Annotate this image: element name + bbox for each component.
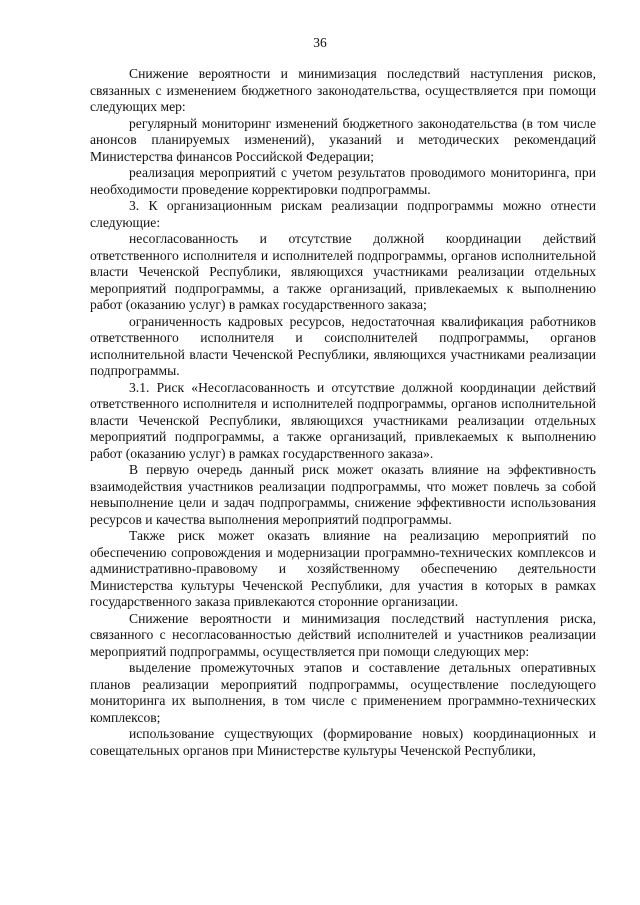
- document-body: [90, 66, 596, 759]
- paragraph-inconsistency: несогласованность и отсутствие должной координации действий ответственного исполнителя и исполнителей подпрограммы, органов исполнительной власти Чеченской Республики, являющихся участниками реализации отдельных мероприятий подпрограммы, а также организаций, привлекаемых к выполнению работ (оказанию услуг) в рамках государственного заказа;: [90, 231, 596, 312]
- paragraph-risk-3-1: 3.1. Риск «Несогласованность и отсутствие должной координации действий ответственного исполнителя и исполнителей подпрограммы, органов исполнительной власти Чеченской Республики, являющихся участниками реализации отдельных мероприятий подпрограммы, а также организаций, привлекаемых к выполнению работ (оказанию услуг) в рамках государственного заказа».: [90, 379, 596, 461]
- paragraph-organizational-risks: 3. К организационным рискам реализации подпрограммы можно отнести следующие:: [90, 198, 596, 230]
- paragraph-coordination-bodies: использование существующих (формирование новых) координационных и совещательных органов при Министерстве культуры Чеченской Республики,: [90, 726, 596, 758]
- paragraph-implementation: реализация мероприятий с учетом результатов проводимого мониторинга, при необходимости проведение корректировки подпрограммы.: [90, 165, 596, 197]
- paragraph-first-impact: В первую очередь данный риск может оказать влияние на эффективность взаимодействия участников реализации подпрограммы, что может повлечь за собой невыполнение цели и задач подпрограммы, снижение эффективности использования ресурсов и качества выполнения мероприятий подпрограммы.: [90, 462, 596, 527]
- page-number: 36: [313, 35, 327, 50]
- paragraph-stages: выделение промежуточных этапов и составление детальных оперативных планов реализации мероприятий подпрограммы, осуществление последующего мониторинга их выполнения, в том числе с применением программно-технических комплексов;: [90, 660, 596, 725]
- paragraph-staff-limitations: ограниченность кадровых ресурсов, недостаточная квалификация работников ответственного исполнителя и соисполнителей подпрограммы, органов исполнительной власти Чеченской Республики, являющихся участниками реализации подпрограммы.: [90, 313, 596, 378]
- paragraph-also-impact: Также риск может оказать влияние на реализацию мероприятий по обеспечению сопровождения и модернизации программно-технических комплексов и административно-правовому и хозяйственному обеспечению деятельности Министерства культуры Чеченской Республики, для участия в которых в рамках государственного заказа привлекаются сторонние организации.: [90, 528, 596, 609]
- paragraph-monitoring: регулярный мониторинг изменений бюджетного законодательства (в том числе анонсов планируемых изменений), указаний и методических рекомендаций Министерства финансов Российской Федерации;: [90, 115, 596, 164]
- paragraph-risk-mitigation-budget: Снижение вероятности и минимизация последствий наступления рисков, связанных с изменением бюджетного законодательства, осуществляется при помощи следующих мер:: [90, 66, 596, 114]
- paragraph-risk-mitigation-coordination: Снижение вероятности и минимизация последствий наступления риска, связанного с несогласованностью действий исполнителей и участников реализации мероприятий подпрограммы, осуществляется при помощи следующих мер:: [90, 610, 596, 659]
